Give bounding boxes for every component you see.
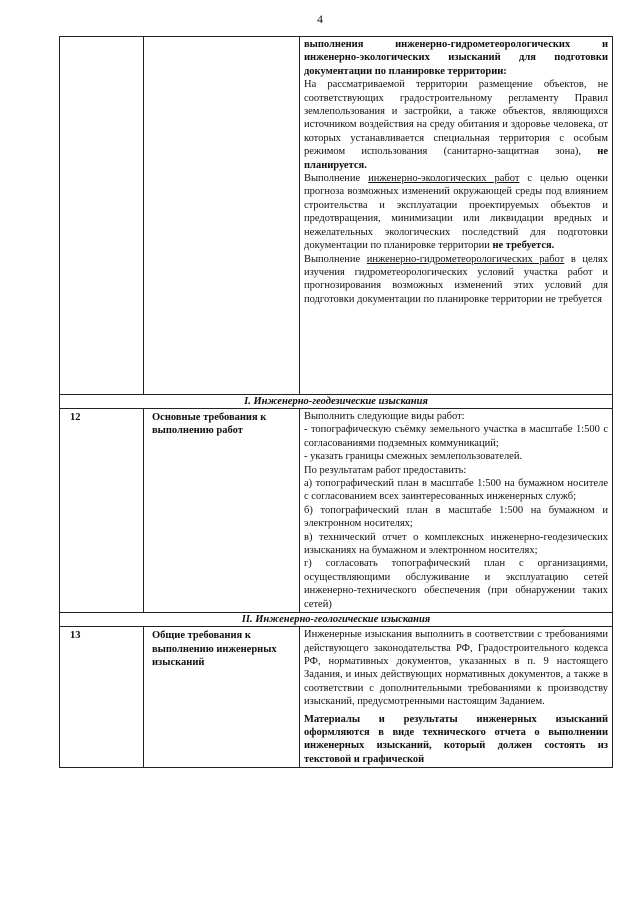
paragraph-text: Выполнение bbox=[304, 173, 369, 185]
row-content bbox=[300, 409, 613, 613]
row-content bbox=[300, 627, 613, 768]
section-header-geodetic bbox=[60, 395, 613, 409]
section-header-geological bbox=[60, 613, 613, 627]
section-title: II. Инженерно-геологические изыскания bbox=[60, 613, 613, 627]
paragraph-ecological bbox=[304, 172, 608, 252]
row-label: Основные требования к выполнению работ bbox=[144, 409, 300, 613]
section-title: I. Инженерно-геодезические изыскания bbox=[60, 395, 613, 409]
list-item: Выполнить следующие виды работ: bbox=[304, 411, 465, 422]
list-item: По результатам работ предоставить: bbox=[304, 464, 467, 476]
list-item: б) топографический план в масштабе 1:500 на бумажном и электронном носителях; bbox=[304, 504, 608, 530]
content-cell bbox=[300, 37, 613, 395]
paragraph-text: Выполнение bbox=[304, 253, 367, 265]
specification-table bbox=[59, 36, 613, 768]
table-row-13 bbox=[60, 627, 613, 768]
paragraph-text: с целью оценки прогноза возможных изменений окружающей среды под влиянием строительства и эксплуатации проектируемых объектов и предотвращения, минимизации или ликвидации вредных и нежелательных экологических последствий для подготовки документации по планировке территории bbox=[304, 173, 608, 252]
continued-heading: выполнения инженерно-гидрометеорологических и инженерно-экологических изысканий для подготовки документации по планировке территории: bbox=[304, 39, 608, 77]
row-number: 12 bbox=[60, 409, 144, 613]
paragraph-text: На рассматриваемой территории размещение объектов, не соответствующих градостроительному регламенту Правил землепользования и застройки, а также объектов, являющихся источником воздействия на среду обитания и здоровье человека, от которых устанавливается специальная территория с особым режимом использования (санитарно-защитная зона), bbox=[304, 79, 608, 158]
underlined-term: инженерно-экологических работ bbox=[368, 173, 520, 185]
paragraph-hydromet bbox=[304, 253, 608, 307]
paragraph-placement bbox=[304, 78, 608, 172]
list-item: - топографическую съёмку земельного участка в масштабе 1:500 с согласованиями подземных коммуникаций; bbox=[304, 424, 608, 449]
list-item: - указать границы смежных землепользователей. bbox=[304, 451, 523, 463]
list-item: в) технический отчет о комплексных инженерно-геодезических изысканиях на бумажном и электронном носителях; bbox=[304, 531, 608, 557]
paragraph-general: Инженерные изыскания выполнить в соответствии с требованиями действующего законодательства РФ, Градостроительного кодекса РФ, нормативных документов, указанных в п. 9 настоящего Задания, и иных действующих нормативных документов, а также в соответствии с дополнительными требованиями к производству изысканий, предусмотренными настоящим Заданием. bbox=[304, 629, 608, 708]
underlined-term: инженерно-гидрометеорологических работ bbox=[366, 253, 565, 265]
row-label: Общие требования к выполнению инженерных изысканий bbox=[144, 627, 300, 768]
paragraph-report: Материалы и результаты инженерных изысканий оформляются в виде технического отчета о выполнении инженерных изысканий, который должен состоять из текстовой и графической bbox=[304, 713, 608, 765]
paragraph-conclusion: не планируется. bbox=[304, 146, 609, 171]
table-row-continued bbox=[60, 37, 613, 395]
paragraph-conclusion: не требуется. bbox=[492, 240, 555, 252]
row-number: 13 bbox=[60, 627, 144, 768]
table-row-12 bbox=[60, 409, 613, 613]
paragraph-text: в целях изучения гидрометеорологических условий участка работ и прогнозирования возможных изменений этих условий для подготовки документации по планировке территории не требуется bbox=[304, 253, 608, 305]
page-number: 4 bbox=[317, 12, 323, 26]
list-item: г) согласовать топографический план с организациями, осуществляющими обслуживание и эксплуатацию сетей инженерно-технического обеспечения (при обнаружении таких сетей) bbox=[304, 558, 608, 610]
list-item: а) топографический план в масштабе 1:500 на бумажном носителе с согласованием всех заинтересованных инженерных служб; bbox=[304, 478, 608, 503]
number-cell-empty bbox=[60, 37, 144, 395]
label-cell-empty bbox=[144, 37, 300, 395]
